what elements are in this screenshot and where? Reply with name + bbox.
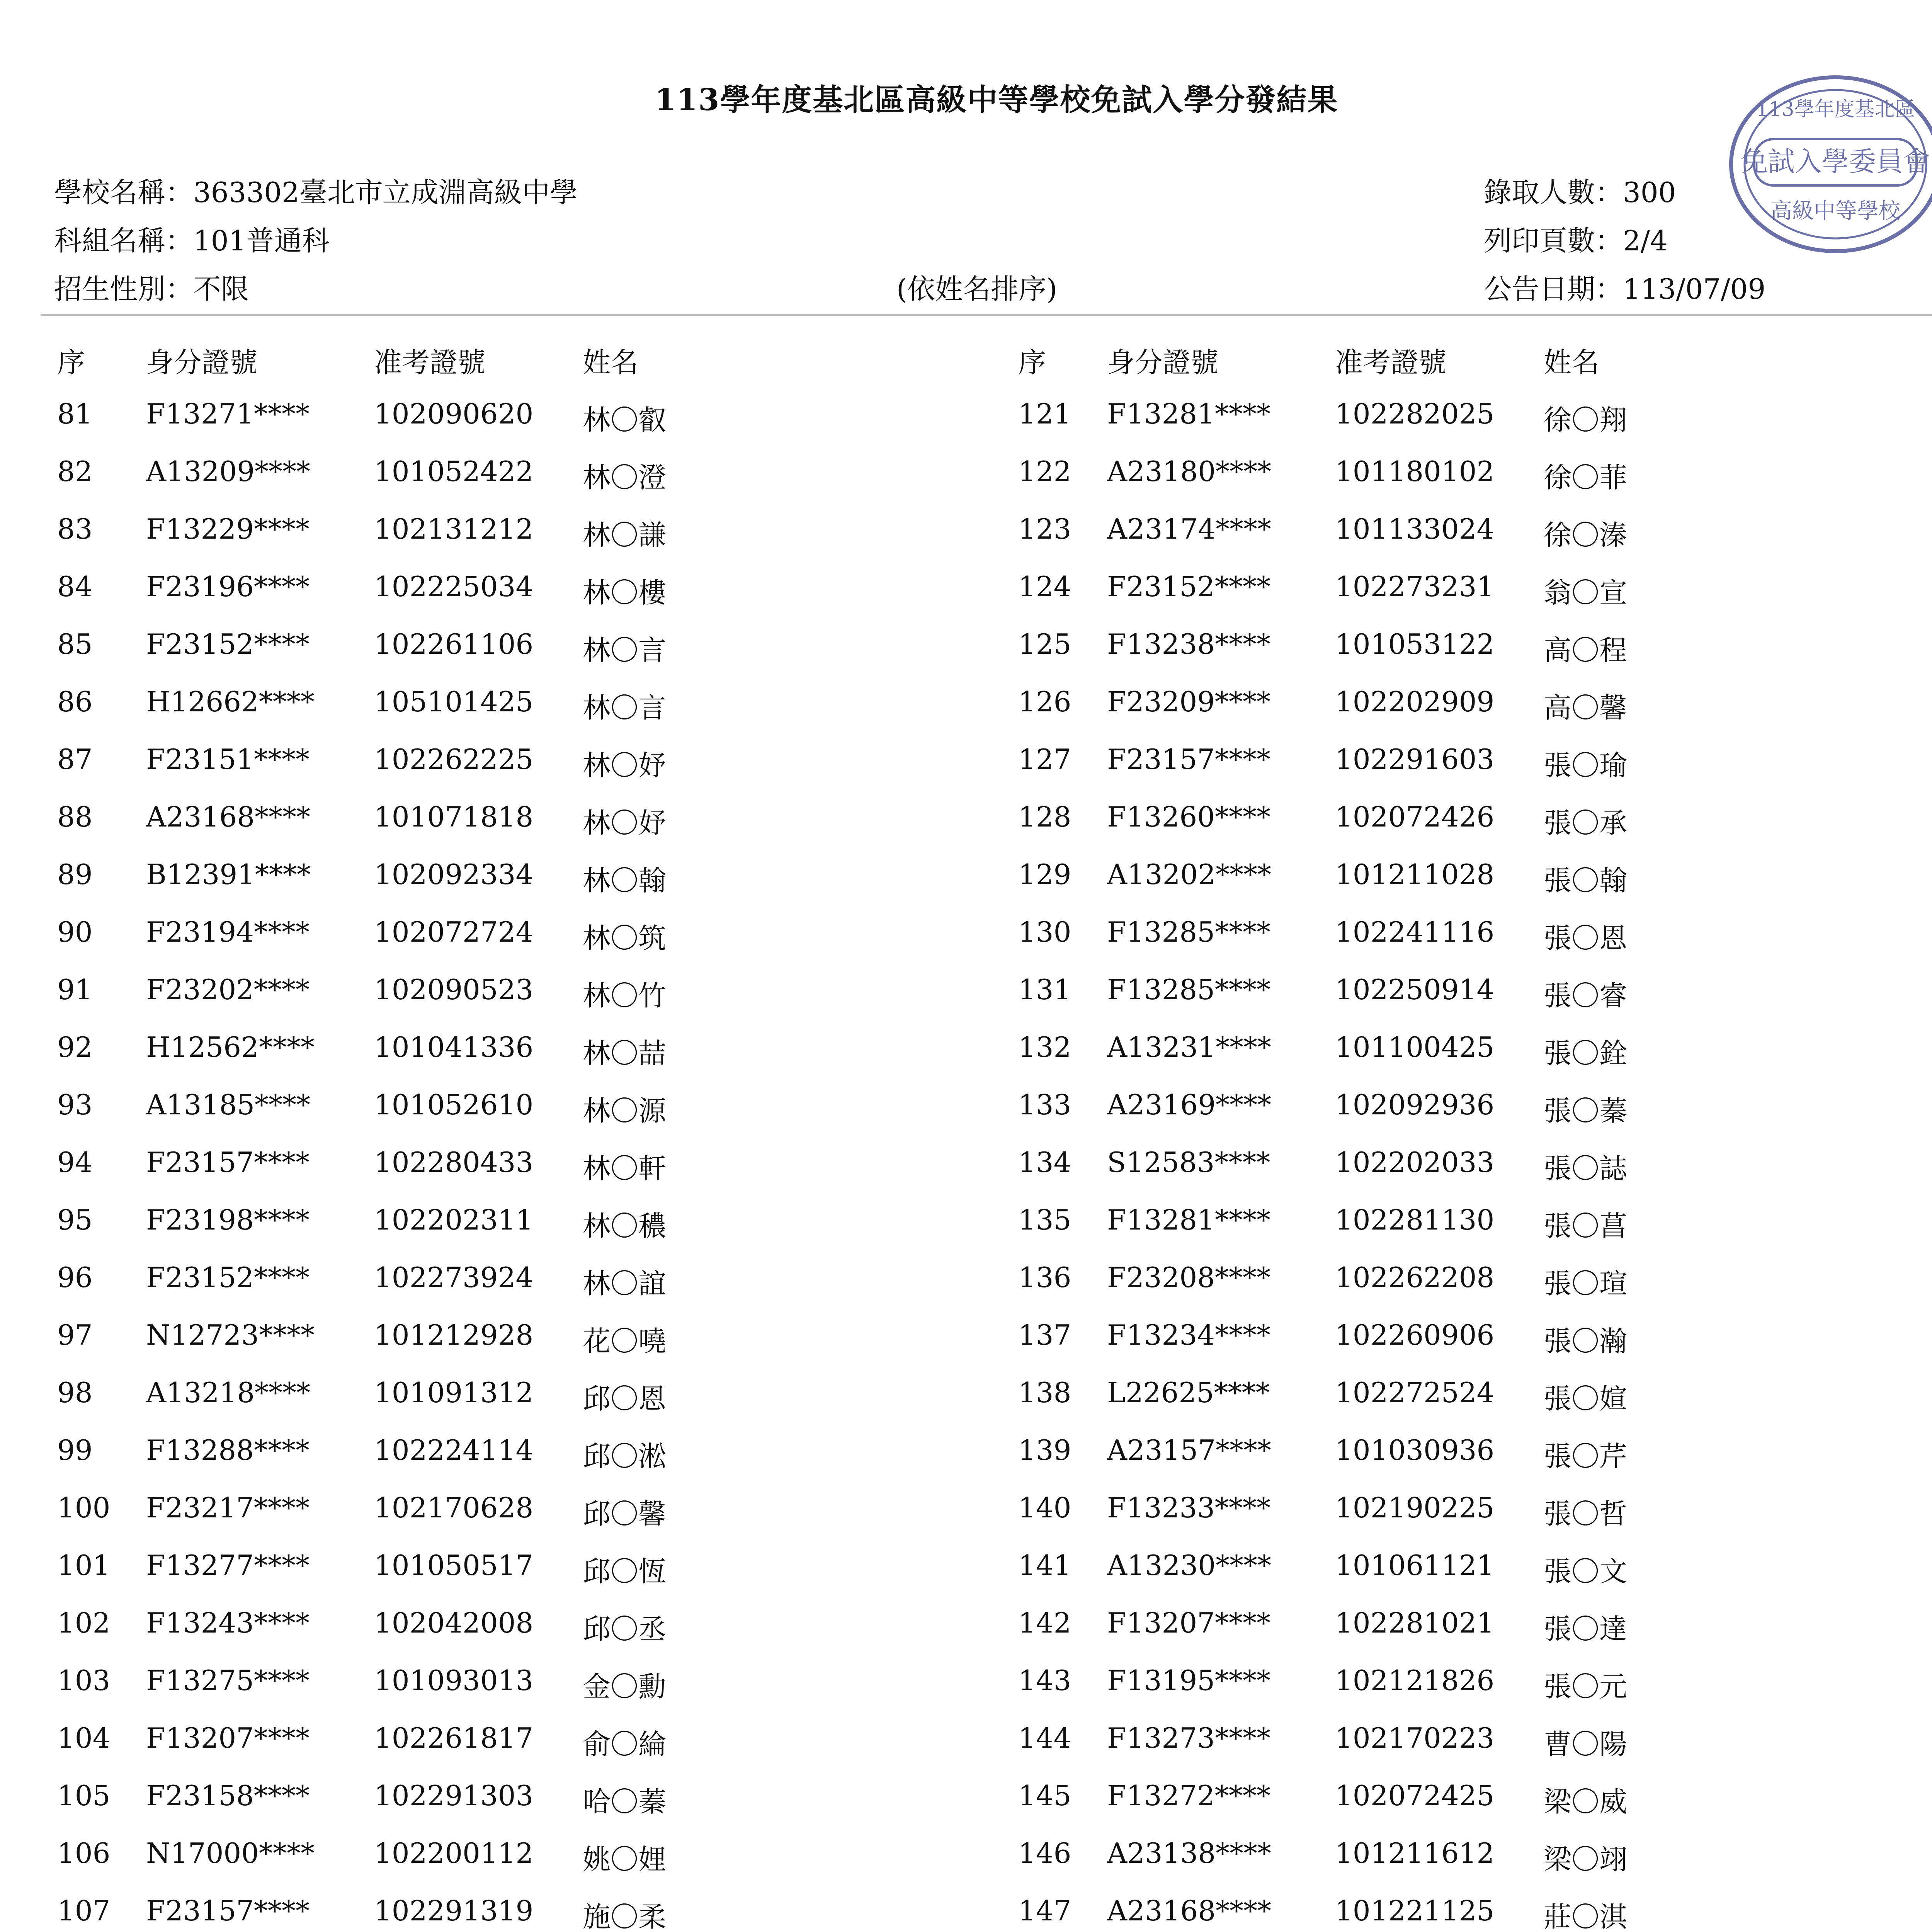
- row-id-number: A13230****: [1107, 1549, 1272, 1582]
- row-name: 高〇程: [1544, 634, 1628, 667]
- row-exam-number: 102250914: [1335, 973, 1495, 1006]
- row-exam-number: 102190225: [1335, 1492, 1495, 1524]
- row-exam-number: 102202033: [1335, 1146, 1495, 1179]
- row-seq: 94: [57, 1146, 93, 1179]
- row-exam-number: 101133024: [1335, 513, 1495, 545]
- row-seq: 147: [1018, 1895, 1071, 1927]
- row-seq: 137: [1018, 1319, 1071, 1351]
- row-seq: 121: [1018, 398, 1071, 430]
- row-name: 張〇芹: [1544, 1440, 1628, 1473]
- row-id-number: A13185****: [146, 1088, 311, 1121]
- row-seq: 93: [57, 1088, 93, 1121]
- row-exam-number: 102291319: [374, 1895, 534, 1927]
- row-exam-number: 102281130: [1335, 1204, 1495, 1236]
- row-exam-number: 101050517: [374, 1549, 534, 1582]
- row-exam-number: 102261106: [374, 628, 534, 660]
- row-id-number: F13281****: [1107, 398, 1270, 430]
- row-exam-number: 101052610: [374, 1088, 534, 1121]
- row-name: 邱〇丞: [583, 1613, 667, 1645]
- row-id-number: A13209****: [146, 455, 311, 488]
- row-name: 林〇翰: [583, 864, 667, 897]
- row-name: 張〇銓: [1544, 1037, 1628, 1070]
- row-id-number: F23217****: [146, 1492, 310, 1524]
- row-id-number: F23158****: [146, 1779, 310, 1812]
- row-exam-number: 101091312: [374, 1376, 534, 1409]
- row-exam-number: 102260906: [1335, 1319, 1495, 1351]
- row-exam-number: 102042008: [374, 1607, 534, 1639]
- row-exam-number: 102281021: [1335, 1607, 1495, 1639]
- row-exam-number: 102092334: [374, 858, 534, 891]
- sort-note: (依姓名排序): [896, 273, 1058, 305]
- row-seq: 105: [57, 1779, 111, 1812]
- row-name: 林〇樓: [583, 577, 667, 609]
- row-seq: 134: [1018, 1146, 1071, 1179]
- col-header-seq: 序: [1018, 346, 1046, 379]
- row-name: 張〇蓁: [1544, 1095, 1628, 1127]
- row-name: 張〇媗: [1544, 1383, 1628, 1415]
- row-exam-number: 102170223: [1335, 1722, 1495, 1754]
- row-seq: 87: [57, 743, 93, 776]
- row-name: 張〇瀚: [1544, 1325, 1628, 1357]
- row-exam-number: 102273231: [1335, 570, 1495, 603]
- col-header-id: 身分證號: [1107, 346, 1219, 379]
- program-name: 科組名稱：101普通科: [54, 224, 330, 257]
- row-exam-number: 102072425: [1335, 1779, 1495, 1812]
- row-id-number: F13195****: [1107, 1664, 1270, 1697]
- row-id-number: F13229****: [146, 513, 310, 545]
- row-seq: 132: [1018, 1031, 1071, 1063]
- row-exam-number: 101211028: [1335, 858, 1495, 891]
- seal-middle-text: 免試入學委員會: [1741, 146, 1930, 177]
- row-name: 施〇柔: [583, 1901, 667, 1932]
- row-id-number: F23202****: [146, 973, 310, 1006]
- row-seq: 91: [57, 973, 93, 1006]
- row-name: 邱〇恩: [583, 1383, 667, 1415]
- row-id-number: A13202****: [1107, 858, 1272, 891]
- row-name: 張〇元: [1544, 1670, 1628, 1703]
- row-name: 林〇竹: [583, 980, 667, 1012]
- row-exam-number: 102092936: [1335, 1088, 1495, 1121]
- row-name: 林〇妤: [583, 749, 667, 782]
- row-seq: 103: [57, 1664, 111, 1697]
- row-seq: 97: [57, 1319, 93, 1351]
- row-exam-number: 101211612: [1335, 1837, 1495, 1869]
- row-exam-number: 102202311: [374, 1204, 534, 1236]
- row-id-number: N17000****: [146, 1837, 315, 1869]
- row-exam-number: 101041336: [374, 1031, 534, 1063]
- row-id-number: A13231****: [1107, 1031, 1272, 1063]
- row-id-number: F23152****: [146, 1261, 310, 1294]
- row-name: 高〇馨: [1544, 692, 1628, 724]
- row-name: 林〇喆: [583, 1037, 667, 1070]
- row-seq: 127: [1018, 743, 1071, 776]
- row-seq: 128: [1018, 801, 1071, 833]
- row-id-number: A23180****: [1107, 455, 1272, 488]
- col-header-exam: 准考證號: [1335, 346, 1447, 379]
- row-seq: 106: [57, 1837, 111, 1869]
- row-seq: 139: [1018, 1434, 1071, 1466]
- row-seq: 90: [57, 916, 93, 948]
- row-id-number: F13243****: [146, 1607, 310, 1639]
- row-seq: 143: [1018, 1664, 1071, 1697]
- row-id-number: F13207****: [146, 1722, 310, 1754]
- admitted-count: 錄取人數：300: [1484, 176, 1676, 209]
- row-id-number: F13272****: [1107, 1779, 1270, 1812]
- committee-seal: [1727, 73, 1932, 255]
- row-exam-number: 101100425: [1335, 1031, 1495, 1063]
- row-exam-number: 102272524: [1335, 1376, 1495, 1409]
- row-exam-number: 101212928: [374, 1319, 534, 1351]
- row-id-number: F13275****: [146, 1664, 310, 1697]
- row-name: 張〇恩: [1544, 922, 1628, 954]
- row-id-number: A23174****: [1107, 513, 1272, 545]
- row-id-number: F23157****: [146, 1146, 310, 1179]
- row-name: 張〇承: [1544, 807, 1628, 839]
- row-name: 花〇嘵: [583, 1325, 667, 1357]
- row-id-number: F23196****: [146, 570, 310, 603]
- row-exam-number: 102121826: [1335, 1664, 1495, 1697]
- row-name: 張〇哲: [1544, 1498, 1628, 1530]
- row-id-number: F13277****: [146, 1549, 310, 1582]
- row-name: 俞〇綸: [583, 1728, 667, 1760]
- row-exam-number: 102170628: [374, 1492, 534, 1524]
- row-seq: 142: [1018, 1607, 1071, 1639]
- row-seq: 100: [57, 1492, 111, 1524]
- row-name: 張〇文: [1544, 1555, 1628, 1588]
- row-id-number: A23169****: [1107, 1088, 1272, 1121]
- row-name: 徐〇溱: [1544, 519, 1628, 551]
- row-name: 林〇源: [583, 1095, 667, 1127]
- row-name: 張〇瑄: [1544, 1267, 1628, 1300]
- row-seq: 86: [57, 685, 93, 718]
- col-header-name: 姓名: [583, 346, 639, 379]
- row-id-number: F13234****: [1107, 1319, 1270, 1351]
- row-id-number: F23198****: [146, 1204, 310, 1236]
- row-name: 姚〇娌: [583, 1843, 667, 1876]
- row-name: 哈〇蓁: [583, 1786, 667, 1818]
- row-name: 梁〇威: [1544, 1786, 1628, 1818]
- row-seq: 88: [57, 801, 93, 833]
- gender-info: 招生性別：不限: [54, 273, 249, 305]
- row-id-number: F23152****: [1107, 570, 1270, 603]
- row-id-number: A23157****: [1107, 1434, 1272, 1466]
- row-name: 翁〇宣: [1544, 577, 1628, 609]
- row-id-number: A23168****: [146, 801, 311, 833]
- seal-top-text: 113學年度基北區: [1756, 98, 1915, 121]
- row-id-number: S12583****: [1107, 1146, 1270, 1179]
- row-name: 林〇軒: [583, 1152, 667, 1185]
- row-seq: 102: [57, 1607, 111, 1639]
- row-exam-number: 102291603: [1335, 743, 1495, 776]
- row-exam-number: 101053122: [1335, 628, 1495, 660]
- row-exam-number: 101061121: [1335, 1549, 1495, 1582]
- row-id-number: F13285****: [1107, 916, 1270, 948]
- row-name: 林〇言: [583, 692, 667, 724]
- row-seq: 95: [57, 1204, 93, 1236]
- row-exam-number: 102202909: [1335, 685, 1495, 718]
- row-exam-number: 102262225: [374, 743, 534, 776]
- row-name: 林〇誼: [583, 1267, 667, 1300]
- row-id-number: F13260****: [1107, 801, 1270, 833]
- row-seq: 98: [57, 1376, 93, 1409]
- row-seq: 146: [1018, 1837, 1071, 1869]
- row-exam-number: 102200112: [374, 1837, 534, 1869]
- row-name: 邱〇馨: [583, 1498, 667, 1530]
- row-exam-number: 102224114: [374, 1434, 534, 1466]
- row-exam-number: 102072426: [1335, 801, 1495, 833]
- row-exam-number: 101052422: [374, 455, 534, 488]
- row-exam-number: 102090620: [374, 398, 534, 430]
- row-seq: 125: [1018, 628, 1071, 660]
- row-name: 邱〇淞: [583, 1440, 667, 1473]
- row-exam-number: 102282025: [1335, 398, 1495, 430]
- row-id-number: L22625****: [1107, 1376, 1270, 1409]
- row-seq: 140: [1018, 1492, 1071, 1524]
- row-seq: 133: [1018, 1088, 1071, 1121]
- row-seq: 85: [57, 628, 93, 660]
- seal-bottom-text: 高級中等學校: [1770, 199, 1900, 224]
- row-seq: 83: [57, 513, 93, 545]
- row-seq: 130: [1018, 916, 1071, 948]
- row-seq: 141: [1018, 1549, 1071, 1582]
- row-exam-number: 102273924: [374, 1261, 534, 1294]
- row-name: 林〇叡: [583, 404, 667, 436]
- row-name: 張〇菖: [1544, 1210, 1628, 1242]
- row-id-number: F23151****: [146, 743, 310, 776]
- row-exam-number: 102072724: [374, 916, 534, 948]
- row-name: 徐〇翔: [1544, 404, 1628, 436]
- row-id-number: F13281****: [1107, 1204, 1270, 1236]
- row-seq: 82: [57, 455, 93, 488]
- row-seq: 81: [57, 398, 93, 430]
- page-count: 列印頁數：2/4: [1484, 224, 1668, 257]
- row-exam-number: 102241116: [1335, 916, 1495, 948]
- row-exam-number: 101093013: [374, 1664, 534, 1697]
- row-seq: 126: [1018, 685, 1071, 718]
- row-exam-number: 102280433: [374, 1146, 534, 1179]
- row-name: 梁〇翊: [1544, 1843, 1628, 1876]
- row-seq: 123: [1018, 513, 1071, 545]
- row-name: 林〇言: [583, 634, 667, 667]
- row-seq: 122: [1018, 455, 1071, 488]
- row-exam-number: 105101425: [374, 685, 534, 718]
- row-exam-number: 102131212: [374, 513, 534, 545]
- row-seq: 99: [57, 1434, 93, 1466]
- row-name: 林〇澄: [583, 461, 667, 494]
- row-exam-number: 101180102: [1335, 455, 1495, 488]
- row-exam-number: 102090523: [374, 973, 534, 1006]
- row-exam-number: 102225034: [374, 570, 534, 603]
- row-name: 張〇瑜: [1544, 749, 1628, 782]
- header-divider: [41, 314, 1932, 316]
- row-name: 林〇穠: [583, 1210, 667, 1242]
- school-name: 學校名稱：363302臺北市立成淵高級中學: [54, 176, 578, 209]
- col-header-name: 姓名: [1544, 346, 1600, 379]
- row-id-number: F13288****: [146, 1434, 310, 1466]
- row-name: 張〇達: [1544, 1613, 1628, 1645]
- row-seq: 107: [57, 1895, 111, 1927]
- row-exam-number: 102261817: [374, 1722, 534, 1754]
- row-name: 林〇謙: [583, 519, 667, 551]
- row-id-number: F23157****: [146, 1895, 310, 1927]
- row-id-number: F13271****: [146, 398, 310, 430]
- row-exam-number: 102262208: [1335, 1261, 1495, 1294]
- row-name: 邱〇恆: [583, 1555, 667, 1588]
- row-exam-number: 101071818: [374, 801, 534, 833]
- row-id-number: A23168****: [1107, 1895, 1272, 1927]
- row-id-number: F13207****: [1107, 1607, 1270, 1639]
- row-name: 張〇誌: [1544, 1152, 1628, 1185]
- announce-date: 公告日期：113/07/09: [1484, 273, 1766, 305]
- row-id-number: F13273****: [1107, 1722, 1270, 1754]
- row-name: 曹〇陽: [1544, 1728, 1628, 1760]
- row-id-number: F13233****: [1107, 1492, 1270, 1524]
- row-seq: 135: [1018, 1204, 1071, 1236]
- row-seq: 145: [1018, 1779, 1071, 1812]
- row-exam-number: 101030936: [1335, 1434, 1495, 1466]
- row-name: 林〇妤: [583, 807, 667, 839]
- row-id-number: F23194****: [146, 916, 310, 948]
- row-seq: 104: [57, 1722, 111, 1754]
- row-id-number: F13238****: [1107, 628, 1270, 660]
- row-id-number: B12391****: [146, 858, 311, 891]
- col-header-seq: 序: [57, 346, 85, 379]
- row-name: 莊〇淇: [1544, 1901, 1628, 1932]
- row-id-number: F23209****: [1107, 685, 1270, 718]
- row-id-number: F23157****: [1107, 743, 1270, 776]
- row-name: 徐〇菲: [1544, 461, 1628, 494]
- row-seq: 124: [1018, 570, 1071, 603]
- row-seq: 138: [1018, 1376, 1071, 1409]
- row-id-number: A13218****: [146, 1376, 311, 1409]
- row-seq: 129: [1018, 858, 1071, 891]
- document-title: 113學年度基北區高級中等學校免試入學分發結果: [655, 82, 1338, 117]
- row-seq: 136: [1018, 1261, 1071, 1294]
- row-name: 林〇筑: [583, 922, 667, 954]
- row-id-number: F23152****: [146, 628, 310, 660]
- row-id-number: A23138****: [1107, 1837, 1272, 1869]
- row-seq: 144: [1018, 1722, 1071, 1754]
- row-id-number: H12562****: [146, 1031, 315, 1063]
- row-seq: 101: [57, 1549, 111, 1582]
- col-header-id: 身分證號: [146, 346, 258, 379]
- col-header-exam: 准考證號: [374, 346, 486, 379]
- row-id-number: H12662****: [146, 685, 315, 718]
- row-seq: 89: [57, 858, 93, 891]
- row-id-number: F23208****: [1107, 1261, 1270, 1294]
- row-seq: 131: [1018, 973, 1071, 1006]
- row-id-number: F13285****: [1107, 973, 1270, 1006]
- row-seq: 84: [57, 570, 93, 603]
- row-exam-number: 102291303: [374, 1779, 534, 1812]
- row-exam-number: 101221125: [1335, 1895, 1495, 1927]
- row-seq: 92: [57, 1031, 93, 1063]
- row-id-number: N12723****: [146, 1319, 315, 1351]
- row-seq: 96: [57, 1261, 93, 1294]
- row-name: 張〇睿: [1544, 980, 1628, 1012]
- row-name: 張〇翰: [1544, 864, 1628, 897]
- row-name: 金〇勳: [583, 1670, 667, 1703]
